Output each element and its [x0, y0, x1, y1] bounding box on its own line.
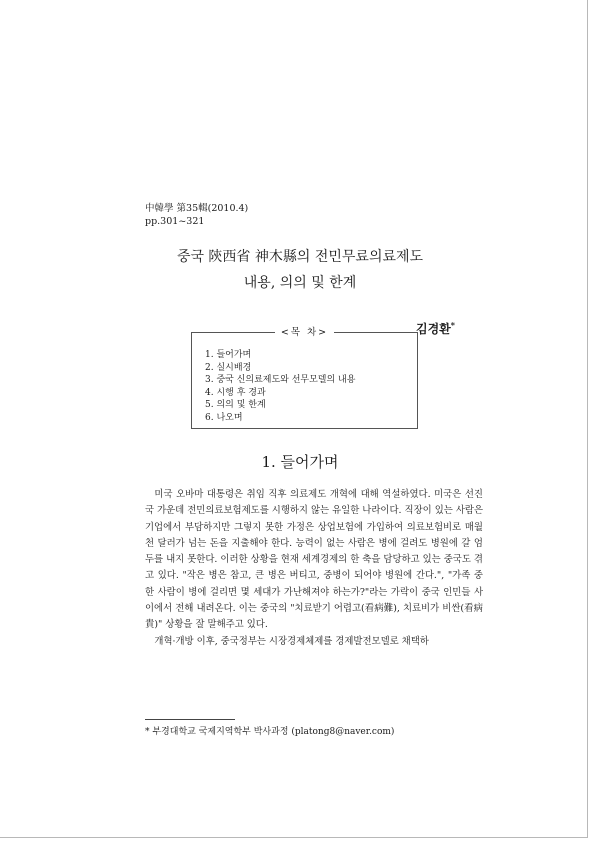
- toc-item: 5. 의의 및 한계: [205, 400, 266, 411]
- body-text: [145, 487, 483, 650]
- toc-title-wrap: [192, 326, 417, 339]
- footnote-divider: [145, 719, 235, 720]
- journal-info: [145, 202, 248, 228]
- footnote: * 부경대학교 국제지역학부 박사과정 (platong8@naver.com): [145, 727, 395, 737]
- paper-subtitle: 내용, 의의 및 한계: [243, 275, 357, 291]
- journal-pages: pp.301~321: [145, 216, 205, 227]
- author-name: 김경환: [416, 322, 451, 336]
- toc-item: 4. 시행 후 경과: [205, 387, 266, 398]
- journal-issue: 中韓學 第35輯(2010.4): [145, 203, 249, 214]
- author: [416, 320, 455, 337]
- table-of-contents: [191, 327, 418, 429]
- toc-item: 3. 중국 신의료제도와 선무모델의 내용: [205, 375, 356, 386]
- body-paragraph: 개혁·개방 이후, 중국정부는 시장경제체제를 경제발전모델로 채택하: [154, 635, 429, 647]
- toc-list: [205, 349, 355, 425]
- body-paragraph: 미국 오바마 대통령은 취임 직후 의료제도 개혁에 대해 역설하였다. 미국은 선진국 가운데 전민의료보험제도를 시행하지 않는 유일한 나라이다. 직장이 있는 사람은 기업에서 부담하지만 그렇지 못한 가정은 상업보험에 가입하여 의료보험비로 매월 천 달러가 넘는 돈을 지출해야 한다. 능력이 없는 사람은 병에 걸려도 병원에 갈 엄두를 내지 못한다. 이러한 상황을 현재 세계경제의 한 축을 담당하고 있는 중국도 겪고 있다. "작은 병은 참고, 큰 병은 버티고, 중병이 되어야 병원에 간다.", "가족 중 한 사람이 병에 걸리면 몇 세대가 가난해져야 하는가?"라는 가락이 중국 인민들 사이에서 전해 내려온다. 이는 중국의 "치료받기 어렵고(看病難), 치료비가 비싼(看病貴)" 상황을 잘 말해주고 있다.: [145, 489, 483, 631]
- paper-title: 중국 陝西省 神木縣의 전민무료의료제도: [176, 249, 424, 265]
- author-footnote-mark: *: [450, 320, 455, 330]
- toc-item: 6. 나오며: [205, 412, 243, 423]
- toc-title: <목 차>: [275, 327, 334, 338]
- toc-item: 2. 실시배경: [205, 362, 252, 373]
- toc-item: 1. 들어가며: [205, 350, 252, 360]
- section-heading: 1. 들어가며: [261, 453, 339, 471]
